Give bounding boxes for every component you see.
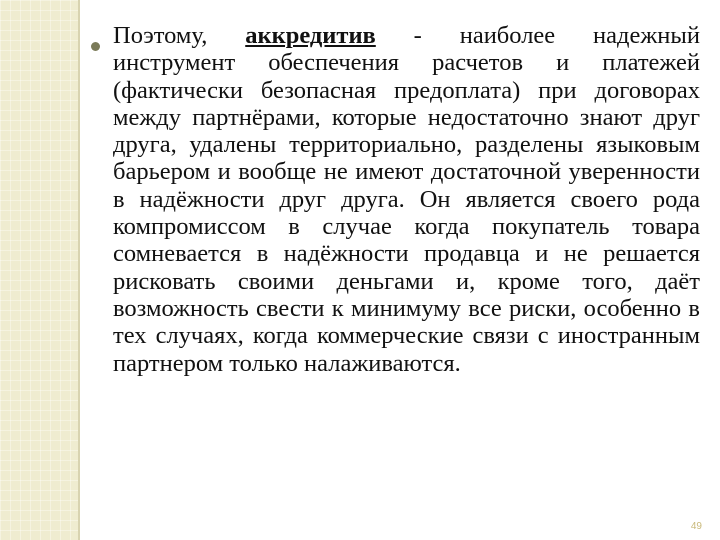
text-before: Поэтому, bbox=[113, 22, 246, 49]
page-number: 49 bbox=[690, 521, 702, 532]
keyword-accreditive: аккредитив bbox=[245, 22, 376, 49]
decorative-side-band bbox=[0, 0, 78, 540]
bullet-icon bbox=[91, 42, 100, 51]
text-after: - наиболее надежный инструмент обеспечения расчетов и платежей (фактически безопасная предоплата) при договорах между партнёрами, которые недостаточно знают друг друга, удалены территориально, разделены языковым барьером и вообще не имеют достаточной уверенности в надёжности друг друга. Он является своего рода компромиссом в случае когда покупатель товара сомневается в надёжности продавца и не решается рисковать своими деньгами и, кроме того, даёт возможность свести к минимуму все риски, особенно в тех случаях, когда коммерческие связи с иностранным партнером только налаживаются. bbox=[113, 22, 700, 377]
body-paragraph bbox=[85, 22, 700, 377]
slide-content bbox=[85, 22, 700, 377]
side-divider-line bbox=[78, 0, 80, 540]
